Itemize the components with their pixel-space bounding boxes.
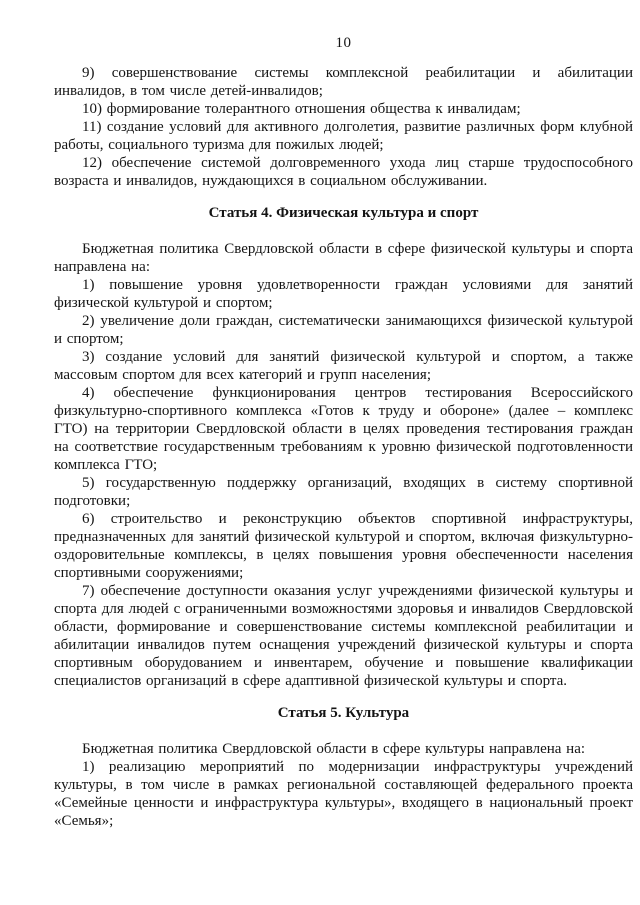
- article4-item-5: 5) государственную поддержку организаций, входящих в систему спортивной подготовки;: [54, 475, 633, 509]
- article3-item-9: 9) совершенствование системы комплексной реабилитации и абилитации инвалидов, в том числе детей-инвалидов;: [54, 65, 633, 99]
- article5-heading: Статья 5. Культура: [277, 705, 410, 721]
- article4-item-1: 1) повышение уровня удовлетворенности граждан условиями для занятий физической культурой и спортом;: [54, 277, 633, 311]
- article4-item-6: 6) строительство и реконструкцию объектов спортивной инфраструктуры, предназначенных для занятий физической культурой и спортом, включая физкультурно-оздоровительные комплексы, в целях повышения уровня обеспеченности населения спортивными сооружениями;: [54, 511, 633, 581]
- page-number: 10: [335, 35, 352, 51]
- article4-item-3: 3) создание условий для занятий физической культурой и спортом, а также массовым спортом для всех категорий и групп населения;: [54, 349, 633, 383]
- article4-item-4: 4) обеспечение функционирования центров тестирования Всероссийского физкультурно-спортивного комплекса «Готов к труду и обороне» (далее – комплекс ГТО) на территории Свердловской области в целях проведения тестирования граждан на соответствие государственным требованиям к уровню физической подготовленности комплекса ГТО;: [54, 385, 633, 473]
- article4-intro: Бюджетная политика Свердловской области в сфере физической культуры и спорта направлена на:: [54, 241, 633, 275]
- article3-item-12: 12) обеспечение системой долговременного ухода лиц старше трудоспособного возраста и инвалидов, нуждающихся в социальном обслуживании.: [54, 155, 633, 189]
- article5-item-1: 1) реализацию мероприятий по модернизации инфраструктуры учреждений культуры, в том числе в рамках региональной составляющей федерального проекта «Семейные ценности и инфраструктура культуры», входящего в национальный проект «Семья»;: [54, 759, 633, 829]
- article4-heading: Статья 4. Физическая культура и спорт: [208, 205, 479, 221]
- article3-item-11: 11) создание условий для активного долголетия, развитие различных форм клубной работы, социального туризма для пожилых людей;: [54, 119, 633, 153]
- article4-item-2: 2) увеличение доли граждан, систематически занимающихся физической культурой и спортом;: [54, 313, 633, 347]
- article4-item-7: 7) обеспечение доступности оказания услуг учреждениями физической культуры и спорта для людей с ограниченными возможностями здоровья и инвалидов Свердловской области, формирование и совершенствование системы комплексной реабилитации и абилитации инвалидов путем оснащения учреждений физической культуры и спорта спортивным оборудованием и инвентарем, обучение и повышение квалификации специалистов организаций в сфере адаптивной физической культуры и спорта.: [54, 583, 633, 689]
- article5-intro: Бюджетная политика Свердловской области в сфере культуры направлена на:: [82, 741, 586, 757]
- article3-item-10: 10) формирование толерантного отношения общества к инвалидам;: [82, 101, 521, 117]
